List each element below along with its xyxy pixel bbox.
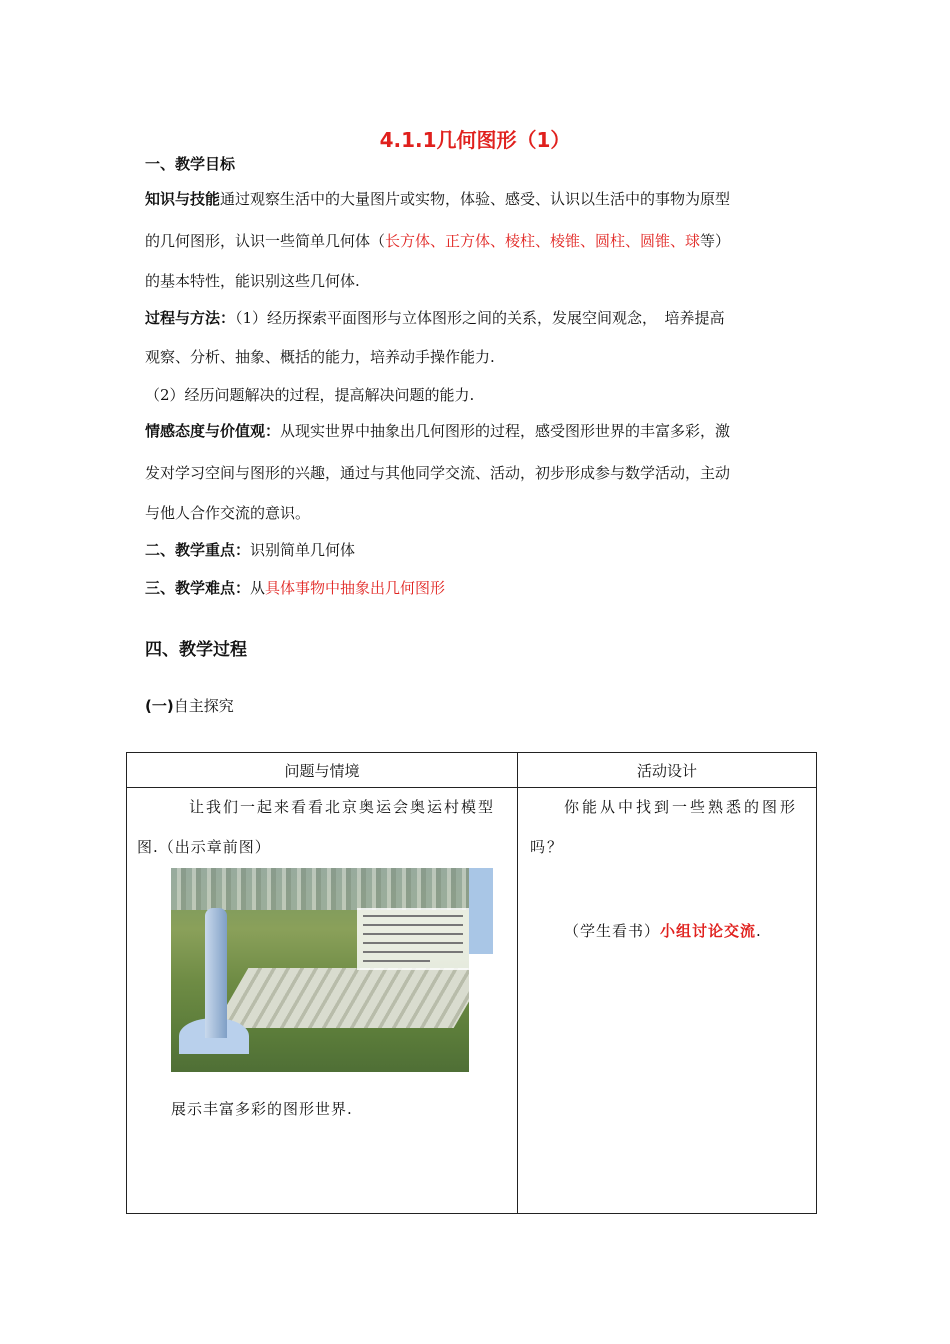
knowledge-text: 的几何图形，认识一些简单几何体（ [145, 232, 386, 250]
situation-text-line-3: 展示丰富多彩的图形世界. [171, 1100, 353, 1118]
emotion-paragraph-line-1 [145, 420, 730, 441]
city-skyline [171, 868, 469, 910]
activity-text-line-1: 你能从中找到一些熟悉的图形 [564, 798, 799, 816]
situation-text-line-1: 让我们一起来看看北京奥运会奥运村模型 [189, 798, 496, 816]
process-paragraph-line-3: （2）经历问题解决的过程，提高解决问题的能力. [145, 386, 475, 404]
key-points-heading: 二、教学重点： [145, 541, 251, 559]
process-paragraph-line-1 [145, 307, 725, 328]
olympic-village-model-image [171, 868, 469, 1072]
key-points-line [145, 539, 355, 560]
difficulty-line [145, 577, 445, 598]
emotion-paragraph-line-3: 与他人合作交流的意识。 [145, 504, 311, 522]
solid-shapes-list: 长方体、正方体、棱柱、棱锥、圆柱、圆锥、球 [385, 232, 701, 250]
knowledge-paragraph-line-1 [145, 188, 730, 209]
section-heading-objectives: 一、教学目标 [145, 155, 236, 173]
image-blue-edge [469, 868, 493, 954]
process-paragraph-line-2: 观察、分析、抽象、概括的能力，培养动手操作能力. [145, 348, 495, 366]
table-header-activity: 活动设计 [518, 753, 817, 788]
activity-text-line-3 [564, 920, 762, 941]
difficulty-heading: 三、教学难点： [145, 579, 251, 597]
subsection-number: (一) [145, 697, 174, 715]
activity-text-line-2: 吗？ [530, 838, 565, 856]
subsection-title: 自主探究 [173, 697, 234, 715]
situation-text-line-2: 图.（出示章前图） [137, 838, 271, 856]
group-discussion-text: 小组讨论交流 [660, 922, 757, 940]
situation-cell [127, 788, 518, 1214]
process-label: 过程与方法： [145, 309, 236, 327]
knowledge-text: 等） [700, 232, 731, 250]
page-title: 4.1.1几何图形（1） [379, 128, 571, 152]
knowledge-label: 知识与技能 [145, 190, 221, 208]
knowledge-paragraph-line-2 [145, 230, 730, 251]
knowledge-text: 通过观察生活中的大量图片或实物，体验、感受、认识以生活中的事物为原型 [220, 190, 731, 208]
difficulty-prefix: 从 [250, 579, 266, 597]
key-points-text: 识别简单几何体 [250, 541, 356, 559]
activity-table [126, 752, 817, 1214]
emotion-paragraph-line-2: 发对学习空间与图形的兴趣，通过与其他同学交流、活动，初步形成参与数学活动，主动 [145, 464, 731, 482]
activity-text-suffix: . [756, 922, 762, 940]
section-heading-process: 四、教学过程 [145, 640, 247, 660]
tower-building [205, 908, 227, 1038]
emotion-text: 从现实世界中抽象出几何图形的过程，感受图形世界的丰富多彩，激 [280, 422, 731, 440]
subsection-self-explore [145, 695, 234, 716]
image-caption-box [357, 908, 469, 970]
activity-text-prefix: （学生看书） [564, 922, 661, 940]
knowledge-paragraph-line-3: 的基本特性，能识别这些几何体. [145, 272, 360, 290]
difficulty-text: 具体事物中抽象出几何图形 [265, 579, 446, 597]
emotion-label: 情感态度与价值观： [145, 422, 281, 440]
activity-cell [518, 788, 817, 1214]
process-text: （1）经历探索平面图形与立体图形之间的关系，发展空间观念， 培养提高 [235, 309, 725, 327]
plaza-buildings [214, 968, 469, 1028]
table-header-situation: 问题与情境 [127, 753, 518, 788]
